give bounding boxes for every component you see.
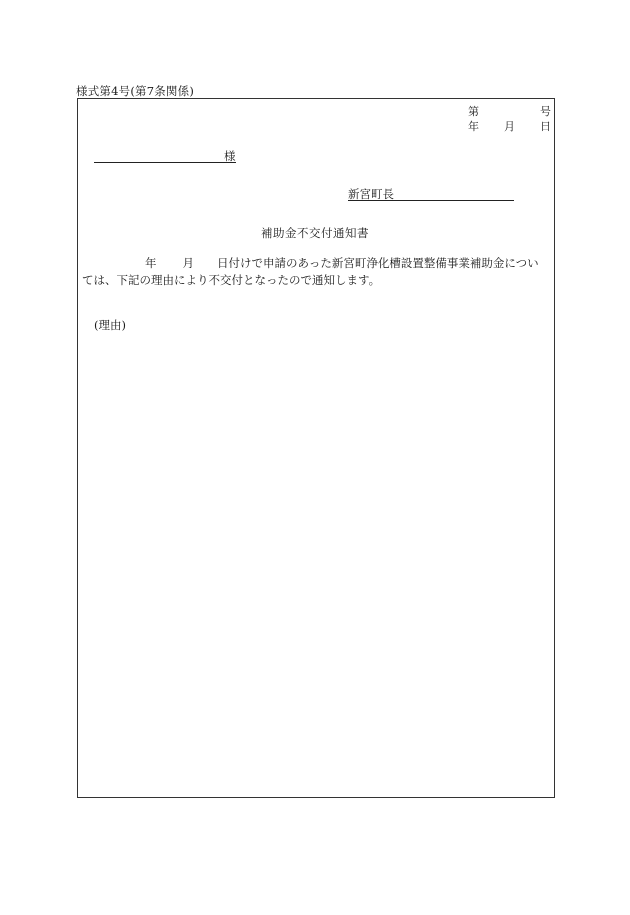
body-month: 月	[182, 256, 194, 270]
document-number-block	[468, 104, 551, 134]
date-month: 月	[504, 120, 515, 133]
body-text-line-1	[145, 255, 539, 271]
form-number-label: 様式第4号(第7条関係)	[76, 84, 195, 98]
addressee-name-line	[94, 162, 236, 163]
body-text-line-2: ては、下記の理由により不交付となったので通知します。	[82, 273, 381, 287]
date-year: 年	[468, 120, 479, 133]
body-text-rest: 日付けで申請のあった新宮町浄化槽設置整備事業補助金につい	[217, 256, 539, 270]
reason-label: (理由)	[94, 318, 126, 332]
document-title: 補助金不交付通知書	[261, 226, 369, 240]
issuer-title: 新宮町長	[348, 187, 394, 201]
date-day: 日	[540, 120, 551, 133]
issuer-signature-line	[348, 200, 514, 201]
document-number-row	[468, 104, 551, 119]
number-suffix: 号	[540, 105, 551, 118]
body-year: 年	[145, 256, 157, 270]
addressee-honorific: 様	[224, 149, 236, 163]
document-frame	[77, 98, 555, 798]
number-prefix: 第	[468, 105, 479, 118]
document-date-row	[468, 119, 551, 134]
